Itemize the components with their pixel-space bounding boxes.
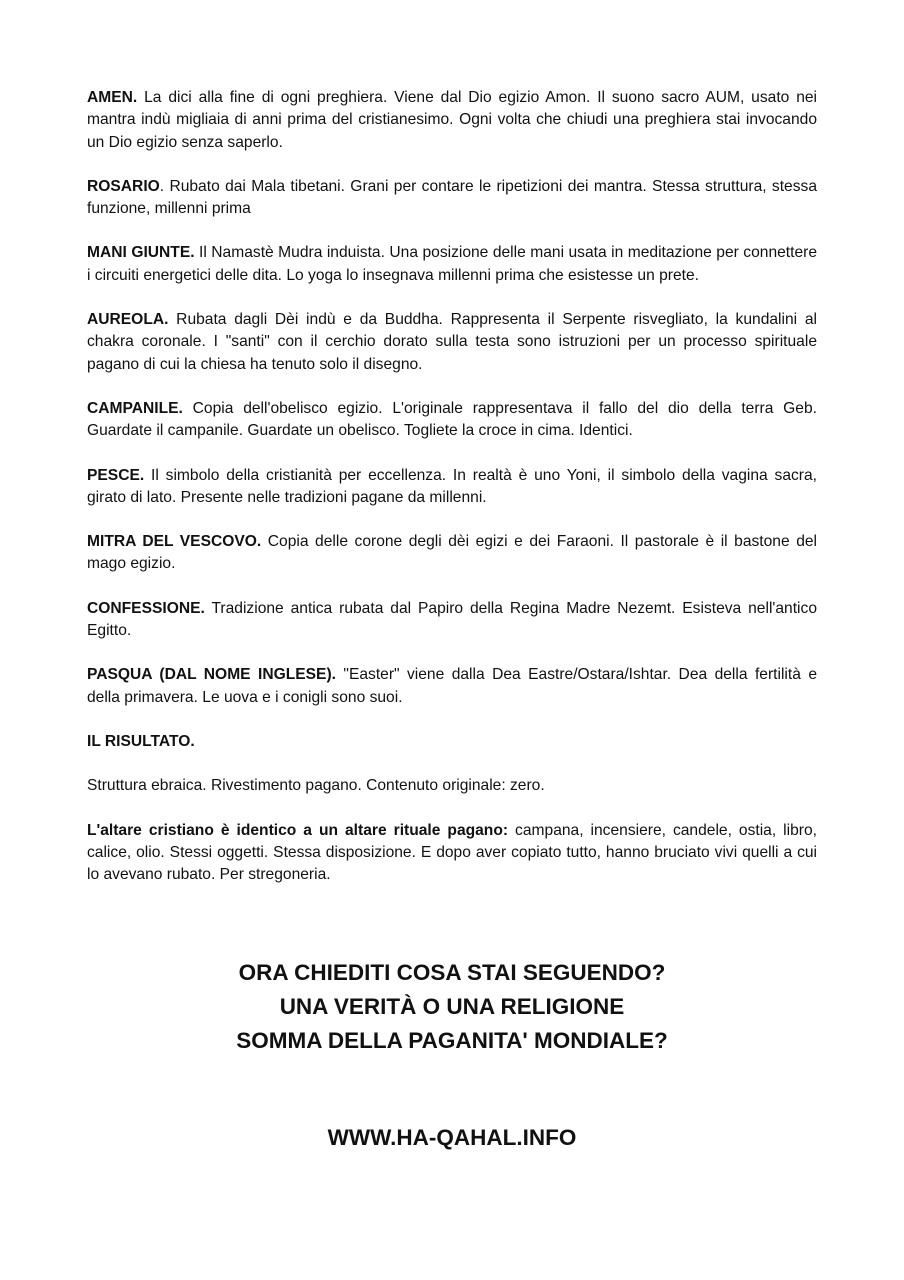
entry-text: Rubata dagli Dèi indù e da Buddha. Rappresenta il Serpente risvegliato, la kundalini al chakra coronale. I "santi" con il cerchio dorato sulla testa sono istruzioni per un processo spirituale pagano di cui la chiesa ha tenuto solo il disegno. bbox=[87, 311, 817, 373]
altar-text: campana, incensiere, candele, ostia, libro, calice, olio. Stessi oggetti. Stessa disposizione. E dopo aver copiato tutto, hanno bruciato vivi quelli a cui lo avevano rubato. Per stregoneria. bbox=[87, 821, 817, 884]
entry-term: ROSARIO bbox=[87, 177, 160, 195]
entry-confessione bbox=[87, 598, 817, 643]
entry-text: Il simbolo della cristianità per eccellenza. In realtà è uno Yoni, il simbolo della vagina sacra, girato di lato. Presente nelle tradizioni pagane da millenni. bbox=[87, 466, 817, 506]
entry-rosario bbox=[87, 176, 817, 221]
entry-text: Il Namastè Mudra induista. Una posizione delle mani usata in meditazione per connettere i circuiti energetici delle dita. Lo yoga lo insegnava millenni prima che esistesse un prete. bbox=[87, 244, 817, 284]
result-heading: IL RISULTATO. bbox=[87, 732, 195, 750]
result-summary: Struttura ebraica. Rivestimento pagano. Contenuto originale: zero. bbox=[87, 777, 545, 795]
entry-term: AUREOLA. bbox=[87, 311, 169, 329]
entry-mitra bbox=[87, 531, 817, 576]
closing-line-1: ORA CHIEDITI COSA STAI SEGUENDO? bbox=[238, 960, 666, 985]
entry-term: CAMPANILE. bbox=[87, 399, 183, 417]
website-url: WWW.HA-QAHAL.INFO bbox=[327, 1125, 577, 1150]
entry-term: PESCE. bbox=[87, 466, 145, 484]
document-body bbox=[87, 87, 817, 908]
entry-pasqua bbox=[87, 664, 817, 709]
entry-amen bbox=[87, 87, 817, 154]
entry-term: MANI GIUNTE. bbox=[87, 244, 195, 262]
entry-pesce bbox=[87, 465, 817, 510]
entry-text: La dici alla fine di ogni preghiera. Viene dal Dio egizio Amon. Il suono sacro AUM, usato nei mantra indù migliaia di anni prima del cristianesimo. Ogni volta che chiudi una preghiera stai invocando un Dio egizio senza saperlo. bbox=[87, 89, 817, 151]
entry-campanile bbox=[87, 398, 817, 443]
entry-term: CONFESSIONE. bbox=[87, 599, 205, 617]
entry-text: "Easter" viene dalla Dea Eastre/Ostara/Ishtar. Dea della fertilità e della primavera. Le uova e i conigli sono suoi. bbox=[87, 666, 817, 706]
entry-term: MITRA DEL VESCOVO. bbox=[87, 533, 262, 551]
entry-aureola bbox=[87, 309, 817, 376]
altar-term: L'altare cristiano è identico a un altare rituale pagano: bbox=[87, 821, 509, 839]
entry-text: Copia dell'obelisco egizio. L'originale rappresentava il fallo del dio della terra Geb. Guardate il campanile. Guardate un obelisco. Togliete la croce in cima. Identici. bbox=[87, 399, 817, 440]
closing-line-2: UNA VERITÀ O UNA RELIGIONE bbox=[279, 994, 625, 1019]
closing-line-3: SOMMA DELLA PAGANITA' MONDIALE? bbox=[236, 1028, 668, 1053]
closing-question bbox=[0, 956, 904, 1058]
entry-text: Copia delle corone degli dèi egizi e dei Faraoni. Il pastorale è il bastone del mago egizio. bbox=[87, 533, 817, 573]
entry-text: . Rubato dai Mala tibetani. Grani per contare le ripetizioni dei mantra. Stessa struttura, stessa funzione, millenni prima bbox=[87, 177, 817, 218]
altar-paragraph bbox=[87, 820, 817, 887]
entry-term: PASQUA (DAL NOME INGLESE). bbox=[87, 666, 336, 684]
entry-text: Tradizione antica rubata dal Papiro della Regina Madre Nezemt. Esisteva nell'antico Egitto. bbox=[87, 599, 817, 640]
entry-term: AMEN. bbox=[87, 89, 138, 106]
entry-mani-giunte bbox=[87, 242, 817, 287]
